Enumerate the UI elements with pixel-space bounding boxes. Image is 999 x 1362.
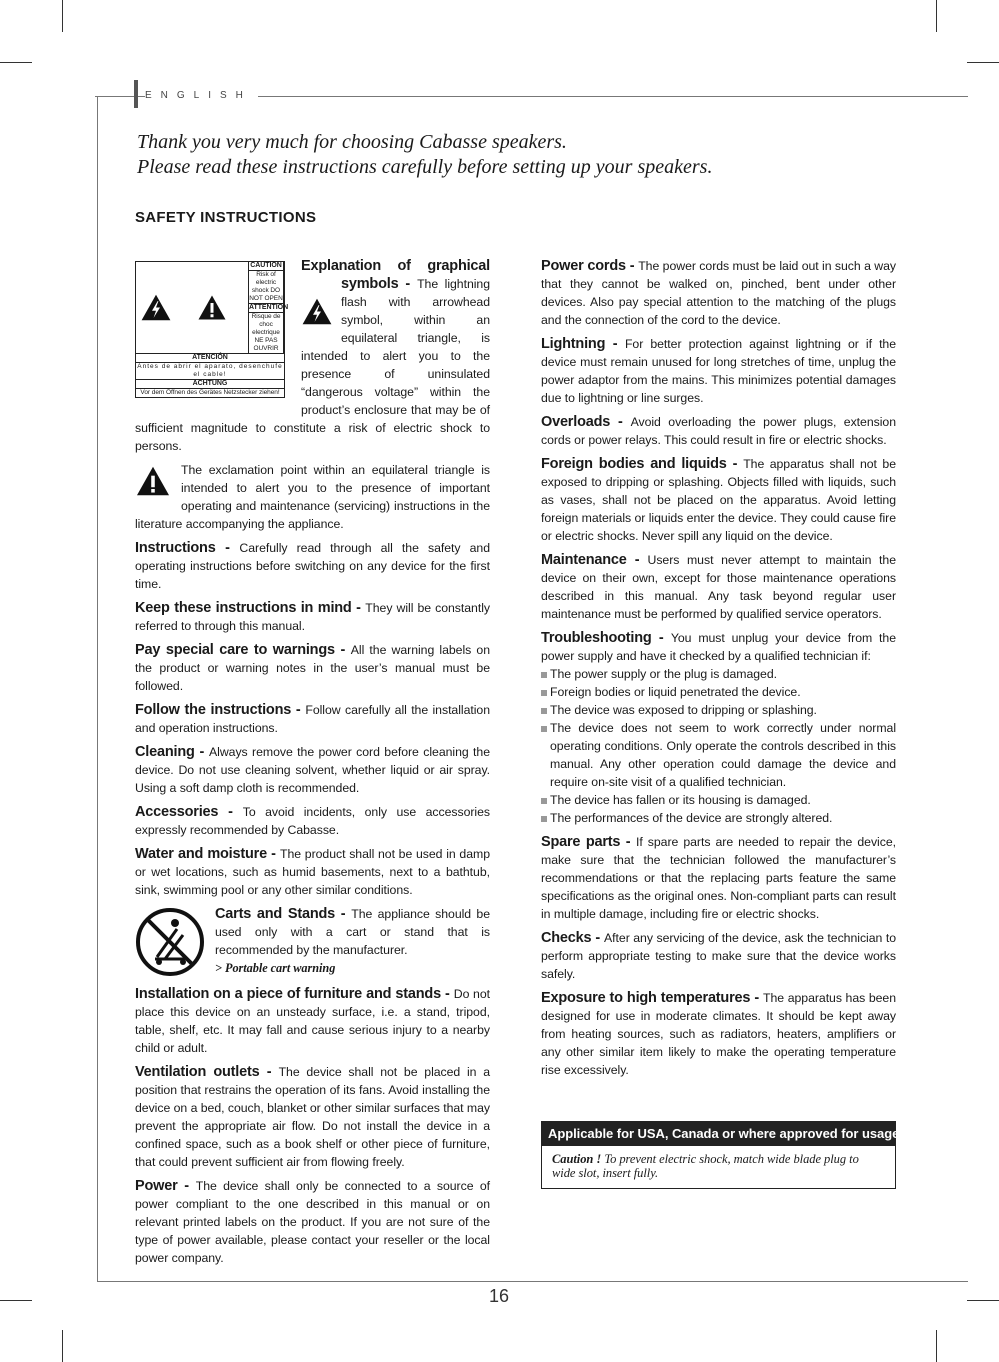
page-frame-left xyxy=(97,96,98,1281)
paragraph-heading: Overloads - xyxy=(541,414,631,430)
paragraph-text: The apparatus shall not be exposed to dripping or splashing. Objects filled with liquids, such as vases, shall not be placed on the apparatus. Avoid letting foreign materials or liquids enter the device. They could cause fire or electric shocks. Never spill any liquid on the device. xyxy=(541,457,896,543)
intro-line: Please read these instructions carefully before setting up your speakers. xyxy=(137,156,713,178)
crop-mark xyxy=(967,62,999,63)
instruction-paragraph xyxy=(135,803,490,839)
troubleshooting-bullet: Foreign bodies or liquid penetrated the device. xyxy=(541,683,896,701)
label-atencion: ATENCIÓN xyxy=(136,354,284,363)
intro-text xyxy=(137,130,712,180)
lightning-warning-icon xyxy=(136,262,176,353)
instruction-paragraph xyxy=(541,989,896,1079)
crop-mark xyxy=(0,62,32,63)
instruction-paragraph xyxy=(135,461,490,533)
paragraph-text: Users must never attempt to maintain the device on their own, except for those maintenance operations described in this manual. Any task beyond regular user maintenance must be performed by qualified service operators. xyxy=(541,553,897,621)
exclamation-warning-icon xyxy=(176,262,248,353)
instruction-paragraph xyxy=(541,335,896,407)
instruction-paragraph xyxy=(135,539,490,593)
paragraph-heading: Maintenance - xyxy=(541,552,648,568)
paragraph-text: The apparatus has been designed for use in moderate climates. It should be kept away from heating sources, such as radiators, heaters, amplifiers or any other similar item likely to make the operating temperature rise excessively. xyxy=(541,991,896,1077)
paragraph-heading: Pay special care to warnings - xyxy=(135,642,351,658)
paragraph-heading: Power - xyxy=(135,1178,196,1194)
paragraph-text: All the warning labels on the product or warning notes in the user’s manual must be followed. xyxy=(135,643,490,693)
instruction-paragraph xyxy=(135,599,490,635)
crop-mark xyxy=(936,1330,937,1362)
instruction-paragraph xyxy=(541,455,896,545)
paragraph-text: For better protection against lightning or if the device must remain unused for long stretches of time, unplug the power adaptor from the mains. This minimizes potential damages due to lightning or line surges. xyxy=(541,337,897,405)
paragraph-text: The device shall only be connected to a source of power compliant to the one described in this manual or on relevant printed labels on the product. If you are not sure of the type of power available, please contact your reseller or the local power company. xyxy=(135,1179,490,1265)
paragraph-text: If spare parts are needed to repair the device, make sure that the technician followed the manufacturer’s recommendations or that the replacing parts feature the same specifications as the original ones. Non-compliant parts can result in multiple damage, including fire or electric shocks. xyxy=(541,835,896,921)
label-achtung-text: Vor dem Öffnen des Gerätes Netzstecker ziehen! xyxy=(140,389,280,396)
usa-box-body xyxy=(542,1146,895,1188)
instruction-paragraph xyxy=(135,701,490,737)
usa-box-title: Applicable for USA, Canada or where approved for usage xyxy=(542,1122,895,1146)
instruction-paragraph xyxy=(135,985,490,1057)
page-number: 16 xyxy=(489,1286,510,1306)
crop-mark xyxy=(967,1300,999,1301)
caution-label: Caution ! xyxy=(552,1152,602,1166)
label-caution: CAUTION xyxy=(250,262,282,269)
instruction-paragraph xyxy=(541,929,896,983)
instruction-paragraph xyxy=(135,743,490,797)
paragraph-heading: Accessories - xyxy=(135,804,243,820)
label-achtung: ACHTUNG xyxy=(136,380,284,389)
instruction-paragraph xyxy=(135,641,490,695)
label-attention: ATTENTION xyxy=(249,304,289,311)
paragraph-text: Always remove the power cord before cleaning the device. Do not use cleaning solvent, whether liquid or air spray. Using a soft damp cloth is recommended. xyxy=(135,745,491,795)
instruction-paragraph xyxy=(541,833,896,923)
instruction-paragraph xyxy=(541,551,896,623)
paragraph-heading: Water and moisture - xyxy=(135,846,281,862)
label-attention-text: Risque de choc electrique NE PAS OUVRIR xyxy=(251,313,281,352)
language-label: ENGLISH xyxy=(145,90,258,101)
troubleshooting-bullet: The power supply or the plug is damaged. xyxy=(541,665,896,683)
paragraph-text: After any servicing of the device, ask the technician to perform appropriate testing to make sure that the device works safely. xyxy=(541,931,896,981)
paragraph-heading: Installation on a piece of furniture and stands - xyxy=(135,986,454,1002)
paragraph-text: The lightning flash with arrowhead symbol, within an equilateral triangle, is intended to alert you to the presence of uninsulated “dangerous voltage” within the product’s enclosure that may be of sufficient magnitude to constitute a risk of electric shock to persons. xyxy=(135,277,490,453)
paragraph-text: The power cords must be laid out in such a way that they cannot be walked on, pinched, bent under other devices. Also pay special attention to the matching of the plugs and the connection of the cord to the device. xyxy=(541,259,896,327)
language-marker xyxy=(134,80,138,108)
crop-mark xyxy=(0,1300,32,1301)
cart-warning-icon xyxy=(135,907,205,977)
section-title: SAFETY INSTRUCTIONS xyxy=(135,209,317,226)
instruction-paragraph xyxy=(541,629,896,827)
page-frame-bottom xyxy=(97,1281,968,1282)
label-atencion-text: Antes de abrir el aparato, desenchufe el cable! xyxy=(137,363,283,378)
paragraph-text: Avoid overloading the power plugs, extension cords or power relays. This could result in fire or electric shocks. xyxy=(541,415,896,447)
instruction-paragraph xyxy=(135,1063,490,1171)
label-caution-text: Risk of electric shock DO NOT OPEN xyxy=(249,271,283,302)
paragraph-text: They will be constantly referred to through this manual. xyxy=(135,601,490,633)
crop-mark xyxy=(62,1330,63,1362)
crop-mark xyxy=(936,0,937,32)
instruction-paragraph xyxy=(135,257,490,455)
lightning-triangle-icon xyxy=(301,297,333,331)
paragraph-heading: Troubleshooting - xyxy=(541,630,671,646)
paragraph-heading: Cleaning - xyxy=(135,744,209,760)
instruction-paragraph xyxy=(541,257,896,329)
right-column xyxy=(541,257,900,1189)
paragraph-heading: Keep these instructions in mind - xyxy=(135,600,366,616)
paragraph-text: The product shall not be used in damp or wet locations, such as humid basements, next to a bathtub, sink, swimming pool or any other similar conditions. xyxy=(135,847,490,897)
troubleshooting-bullet: The performances of the device are strongly altered. xyxy=(541,809,896,827)
paragraph-text: The appliance should be used only with a cart or stand that is recommended by the manufacturer. xyxy=(215,907,490,957)
paragraph-heading: Checks - xyxy=(541,930,605,946)
caution-text: To prevent electric shock, match wide blade plug to wide slot, insert fully. xyxy=(552,1152,859,1180)
paragraph-text: The device shall not be placed in a position that restrains the operation of its fans. Avoid installing the device on a bed, couch, blanket or other similar surfaces that may prevent the appropriate air flow. Do not install the device in a confined space, such as a book shelf or other piece of furniture, that could prevent sufficient air from flowing freely. xyxy=(135,1065,491,1169)
crop-mark xyxy=(62,0,63,32)
exclamation-triangle-icon xyxy=(135,465,171,502)
warning-label xyxy=(135,261,289,398)
paragraph-heading: Power cords - xyxy=(541,258,639,274)
paragraph-heading: Explanation of graphical symbols - xyxy=(301,258,490,292)
instruction-paragraph xyxy=(541,413,896,449)
paragraph-text: To avoid incidents, only use accessories expressly recommended by Cabasse. xyxy=(135,805,490,837)
usa-caution-box xyxy=(541,1121,900,1189)
instruction-paragraph xyxy=(135,905,490,979)
troubleshooting-bullet: The device has fallen or its housing is damaged. xyxy=(541,791,896,809)
instruction-paragraph xyxy=(135,1177,490,1267)
paragraph-heading: Follow the instructions - xyxy=(135,702,306,718)
paragraph-text: The exclamation point within an equilateral triangle is intended to alert you to the presence of important operating and maintenance (servicing) instructions in the literature accompanying the appliance. xyxy=(135,463,490,531)
paragraph-heading: Exposure to high temperatures - xyxy=(541,990,764,1006)
paragraph-text: You must unplug your device from the power supply and have it checked by a qualified technician if: xyxy=(541,631,897,663)
paragraph-heading: Instructions - xyxy=(135,540,240,556)
cart-warning-note: > Portable cart warning xyxy=(215,961,336,975)
instruction-paragraph xyxy=(135,845,490,899)
paragraph-text: Carefully read through all the safety and operating instructions before switching on any device for the first time. xyxy=(135,541,490,591)
paragraph-heading: Lightning - xyxy=(541,336,625,352)
left-column xyxy=(135,257,490,1273)
paragraph-text: Follow carefully all the installation and operation instructions. xyxy=(135,703,490,735)
paragraph-text: Do not place this device on an unsteady surface, i.e. a stand, tripod, table, shelf, etc. It may fall and cause serious injury to a nearby child or adult. xyxy=(135,987,490,1055)
paragraph-heading: Spare parts - xyxy=(541,834,636,850)
paragraph-heading: Foreign bodies and liquids - xyxy=(541,456,744,472)
paragraph-heading: Ventilation outlets - xyxy=(135,1064,279,1080)
intro-line: Thank you very much for choosing Cabasse speakers. xyxy=(137,131,567,153)
troubleshooting-bullet: The device was exposed to dripping or splashing. xyxy=(541,701,896,719)
paragraph-heading: Carts and Stands - xyxy=(215,906,352,922)
troubleshooting-bullet: The device does not seem to work correctly under normal operating conditions. Only operate the controls described in this manual. Any other operation could damage the device and require on-site visit of a qualified technician. xyxy=(541,719,896,791)
